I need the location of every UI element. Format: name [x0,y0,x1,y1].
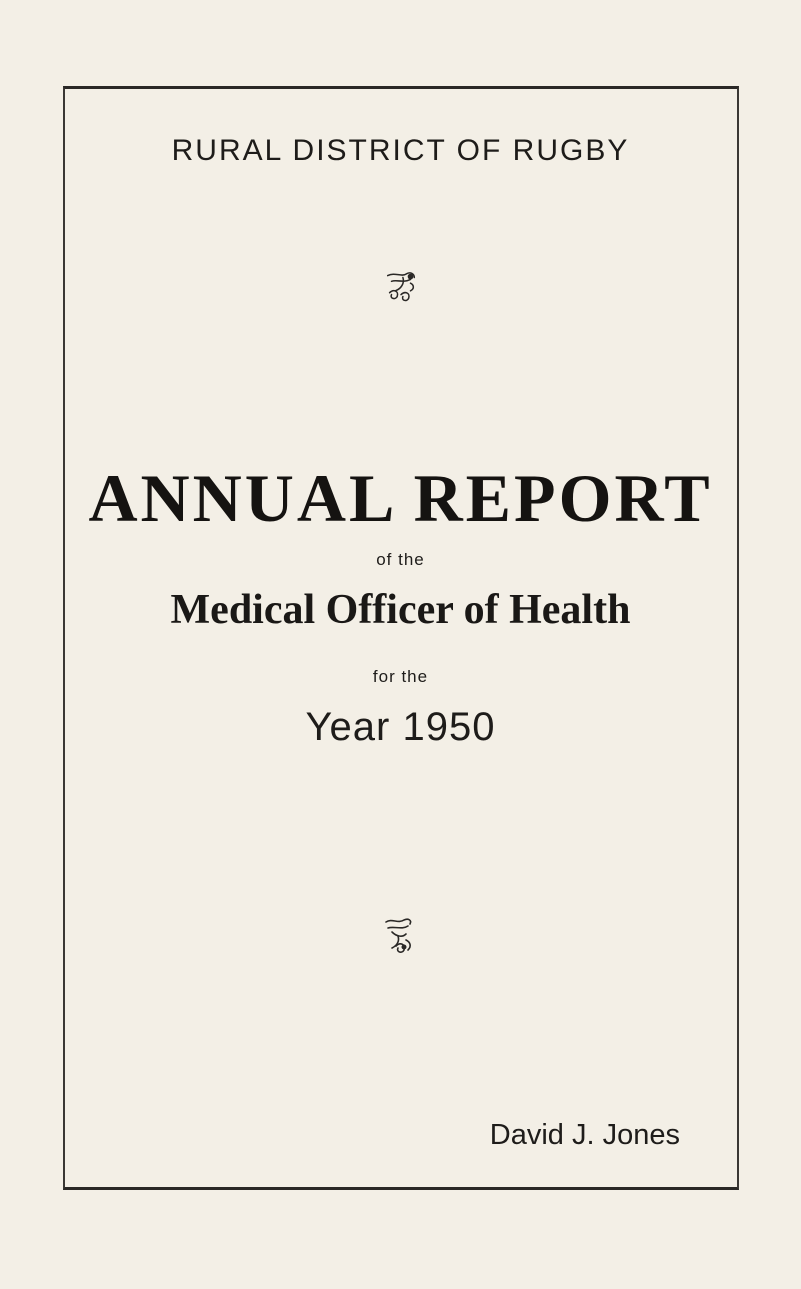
report-subject: Medical Officer of Health [170,587,631,633]
report-year: Year 1950 [305,705,496,749]
author-name: David J. Jones [489,1119,680,1151]
district-heading: RURAL DISTRICT OF RUGBY [171,134,630,167]
floral-ornament-icon [380,916,420,956]
of-the-label: of the [376,550,425,569]
floral-ornament-icon [382,268,420,306]
report-title: ANNUAL REPORT [88,460,713,536]
page-border-frame [63,86,739,1190]
for-the-label: for the [372,667,429,686]
